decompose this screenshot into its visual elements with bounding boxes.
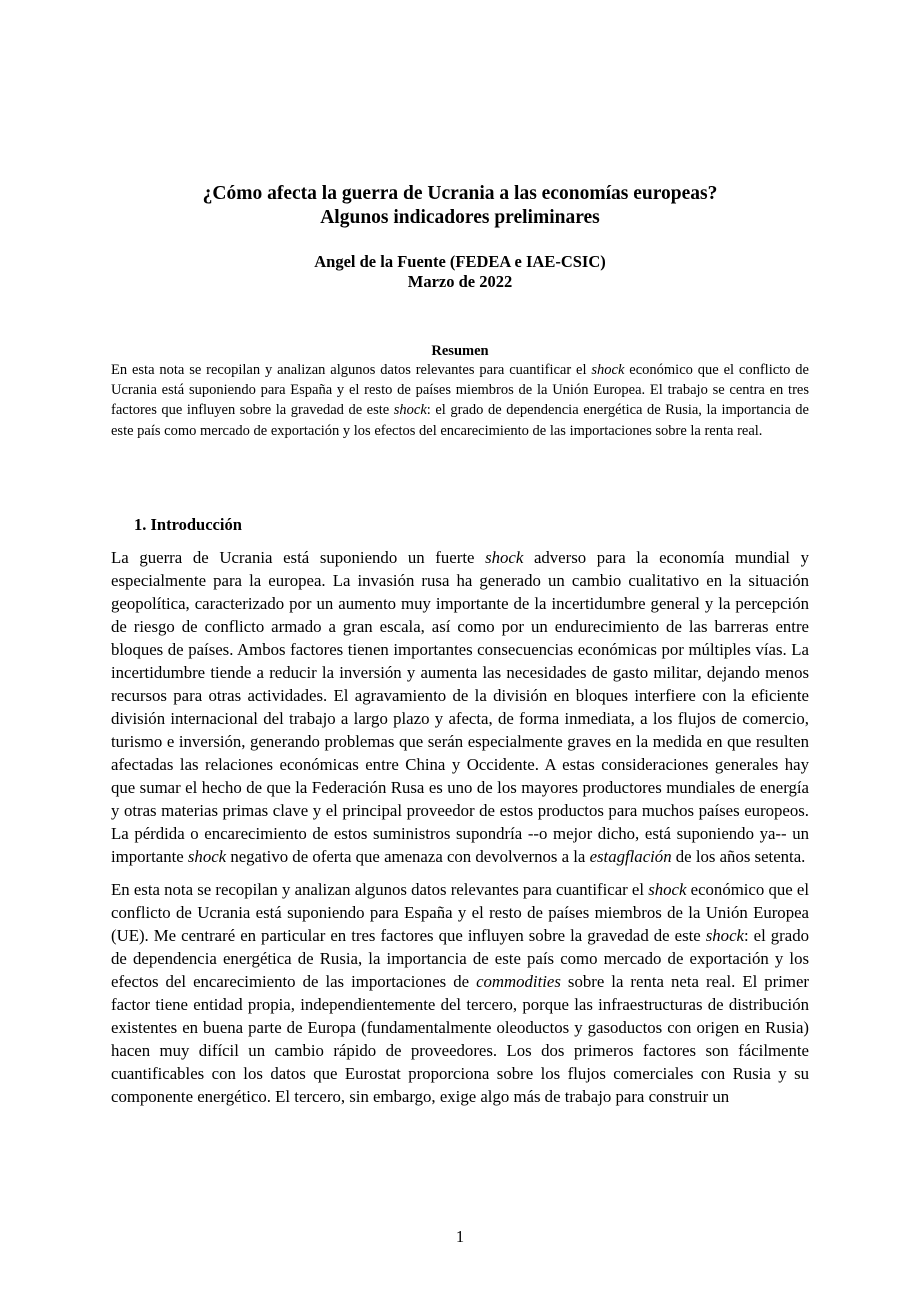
abstract-heading: Resumen: [431, 343, 489, 359]
abstract-text: [111, 360, 809, 441]
italic-term: shock: [705, 926, 744, 945]
italic-term: shock: [648, 880, 687, 899]
text-run: : el grado de dependencia energética de Rusia, la importancia de este país como mercado de exportación y los efectos del encarecimiento de las importaciones sobre la renta real.: [111, 402, 809, 439]
italic-term: shock: [187, 847, 227, 866]
author-name: Angel de la Fuente (FEDEA e IAE-CSIC): [314, 252, 606, 271]
text-run: económico que el conflicto de Ucrania está suponiendo para España y el resto de países miembros de la Unión Europea. El trabajo se centra en tres factores que influyen sobre la gravedad de este: [111, 362, 809, 419]
author-block: [0, 252, 920, 292]
paragraph-1: [111, 546, 809, 868]
publication-date: Marzo de 2022: [407, 272, 513, 291]
abstract: [111, 342, 809, 441]
text-run: En esta nota se recopilan y analizan algunos datos relevantes para cuantificar el: [111, 880, 649, 899]
italic-term: shock: [393, 402, 427, 419]
text-run: económico que el conflicto de Ucrania está suponiendo para España y el resto de países miembros de la Unión Europea (UE). Me centraré en particular en tres factores que influyen sobre la gravedad de este: [111, 880, 810, 945]
section-heading: 1. Introducción: [134, 515, 242, 534]
italic-term: shock: [485, 548, 524, 567]
text-run: En esta nota se recopilan y analizan algunos datos relevantes para cuantificar el: [111, 362, 592, 378]
paper-title: [0, 182, 920, 230]
text-run: sobre la renta neta real. El primer factor tiene entidad propia, independientemente del tercero, porque las infraestructuras de distribución existentes en buena parte de Europa (fundamentalmente oleoductos y gasoductos con origen en Rusia) hacen muy difícil un cambio rápido de proveedores. Los dos primeros factores son fácilmente cuantificables con los datos que Eurostat proporciona sobre los flujos comerciales con Rusia y su componente energético. El tercero, sin embargo, exige algo más de trabajo para construir un: [111, 972, 809, 1106]
text-run: La guerra de Ucrania está suponiendo un fuerte: [111, 548, 486, 567]
text-run: negativo de oferta que amenaza con devolvernos a la: [226, 847, 590, 866]
italic-term: shock: [591, 362, 625, 378]
text-run: de los años setenta.: [671, 847, 806, 866]
text-run: adverso para la economía mundial y especialmente para la europea. La invasión rusa ha generado un cambio cualitativo en la situación geopolítica, caracterizado por un aumento muy importante de la incertidumbre general y la percepción de riesgo de conflicto armado a gran escala, así como por un endurecimiento de las barreras entre bloques de países. Ambos factores tienen importantes consecuencias económicas por múltiples vías. La incertidumbre tiende a reducir la inversión y aumenta las necesidades de gasto militar, dejando menos recursos para otras actividades. El agravamiento de la división en bloques interfiere con la eficiente división internacional del trabajo a largo plazo y afecta, de forma inmediata, a los flujos de comercio, turismo e inversión, generando problemas que serán especialmente graves en la medida en que resulten afectadas las relaciones económicas entre China y Occidente. A estas consideraciones generales hay que sumar el hecho de que la Federación Rusa es uno de los mayores productores mundiales de energía y otras materias primas clave y el principal proveedor de estos productos para muchos países europeos. La pérdida o encarecimiento de estos suministros supondría --o mejor dicho, está suponiendo ya-- un importante: [111, 548, 809, 866]
body-text: [111, 546, 809, 1108]
text-run: : el grado de dependencia energética de Rusia, la importancia de este país como mercado de exportación y los efectos del encarecimiento de las importaciones de: [111, 926, 810, 991]
title-line-1: ¿Cómo afecta la guerra de Ucrania a las economías europeas?: [202, 183, 718, 204]
italic-term: commodities: [476, 972, 561, 991]
title-line-2: Algunos indicadores preliminares: [320, 207, 600, 228]
page-number: 1: [455, 1227, 465, 1246]
paragraph-2: [111, 878, 809, 1108]
italic-term: estagflación: [589, 847, 672, 866]
